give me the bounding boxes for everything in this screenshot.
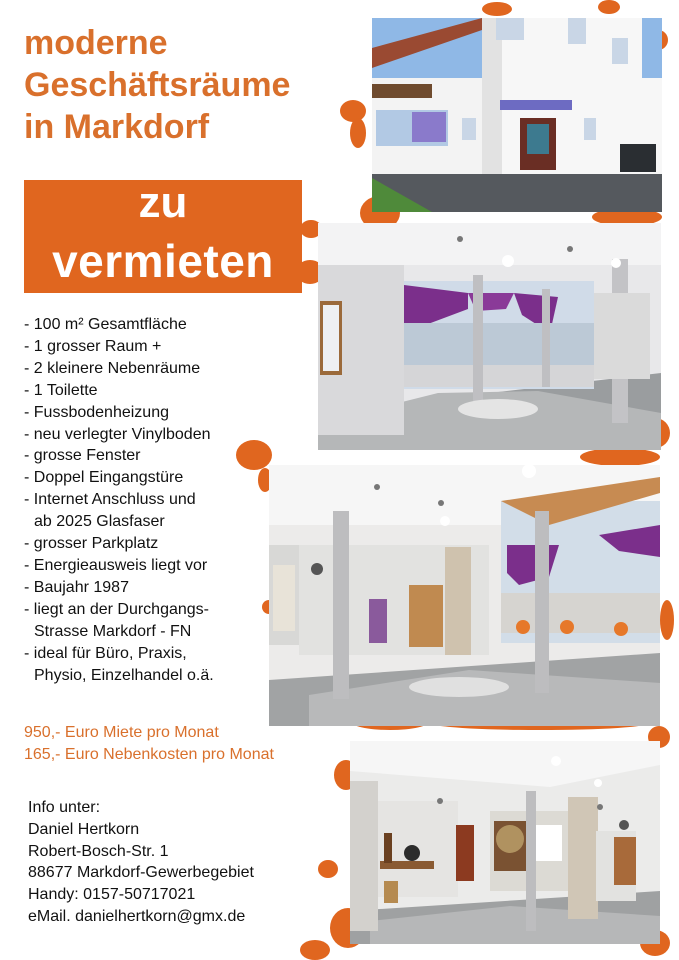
interior-counter-photo bbox=[350, 741, 660, 944]
feature-item: - 100 m² Gesamtfläche bbox=[24, 314, 214, 336]
price-info bbox=[24, 722, 274, 766]
feature-item: ab 2025 Glasfaser bbox=[34, 513, 165, 531]
feature-item: - 2 kleinere Nebenräume bbox=[24, 358, 214, 380]
contact-intro: Info unter: bbox=[28, 799, 101, 816]
contact-info bbox=[28, 797, 254, 928]
feature-item: - grosser Parkplatz bbox=[24, 533, 214, 555]
feature-item: Physio, Einzelhandel o.ä. bbox=[34, 666, 214, 684]
banner-line-1: zu bbox=[138, 178, 188, 227]
feature-item: - 1 Toilette bbox=[24, 380, 214, 402]
banner-line-2: vermieten bbox=[52, 235, 274, 287]
feature-item: - Doppel Eingangstüre bbox=[24, 467, 214, 489]
feature-item: - Energieausweis liegt vor bbox=[24, 555, 214, 577]
feature-item: - ideal für Büro, Praxis, bbox=[24, 643, 214, 665]
additional-costs: 165,- Euro Nebenkosten pro Monat bbox=[24, 746, 274, 763]
feature-item: - Fussbodenheizung bbox=[24, 402, 214, 424]
headline-line-2: Geschäftsräume bbox=[24, 66, 291, 104]
interior-window-photo bbox=[318, 223, 661, 450]
headline bbox=[24, 22, 290, 148]
contact-phone[interactable]: Handy: 0157-50717021 bbox=[28, 886, 196, 904]
feature-list bbox=[24, 314, 214, 686]
feature-item: - liegt an der Durchgangs- bbox=[24, 599, 214, 621]
contact-email[interactable]: eMail. danielhertkorn@gmx.de bbox=[28, 907, 246, 925]
feature-item: - Baujahr 1987 bbox=[24, 577, 214, 599]
building-exterior-photo bbox=[372, 18, 662, 212]
feature-item: - Internet Anschluss und bbox=[24, 489, 214, 511]
headline-line-3: in Markdorf bbox=[24, 108, 210, 146]
rent-price: 950,- Euro Miete pro Monat bbox=[24, 724, 219, 741]
contact-name: Daniel Hertkorn bbox=[28, 820, 140, 838]
feature-item: Strasse Markdorf - FN bbox=[34, 622, 192, 640]
headline-line-1: moderne bbox=[24, 24, 168, 62]
contact-street: Robert-Bosch-Str. 1 bbox=[28, 842, 169, 860]
contact-city: 88677 Markdorf-Gewerbegebiet bbox=[28, 864, 254, 882]
for-rent-banner bbox=[24, 180, 302, 293]
feature-item: - 1 grosser Raum + bbox=[24, 336, 214, 358]
interior-columns-photo bbox=[269, 465, 660, 726]
feature-item: - grosse Fenster bbox=[24, 445, 214, 467]
feature-item: - neu verlegter Vinylboden bbox=[24, 424, 214, 446]
